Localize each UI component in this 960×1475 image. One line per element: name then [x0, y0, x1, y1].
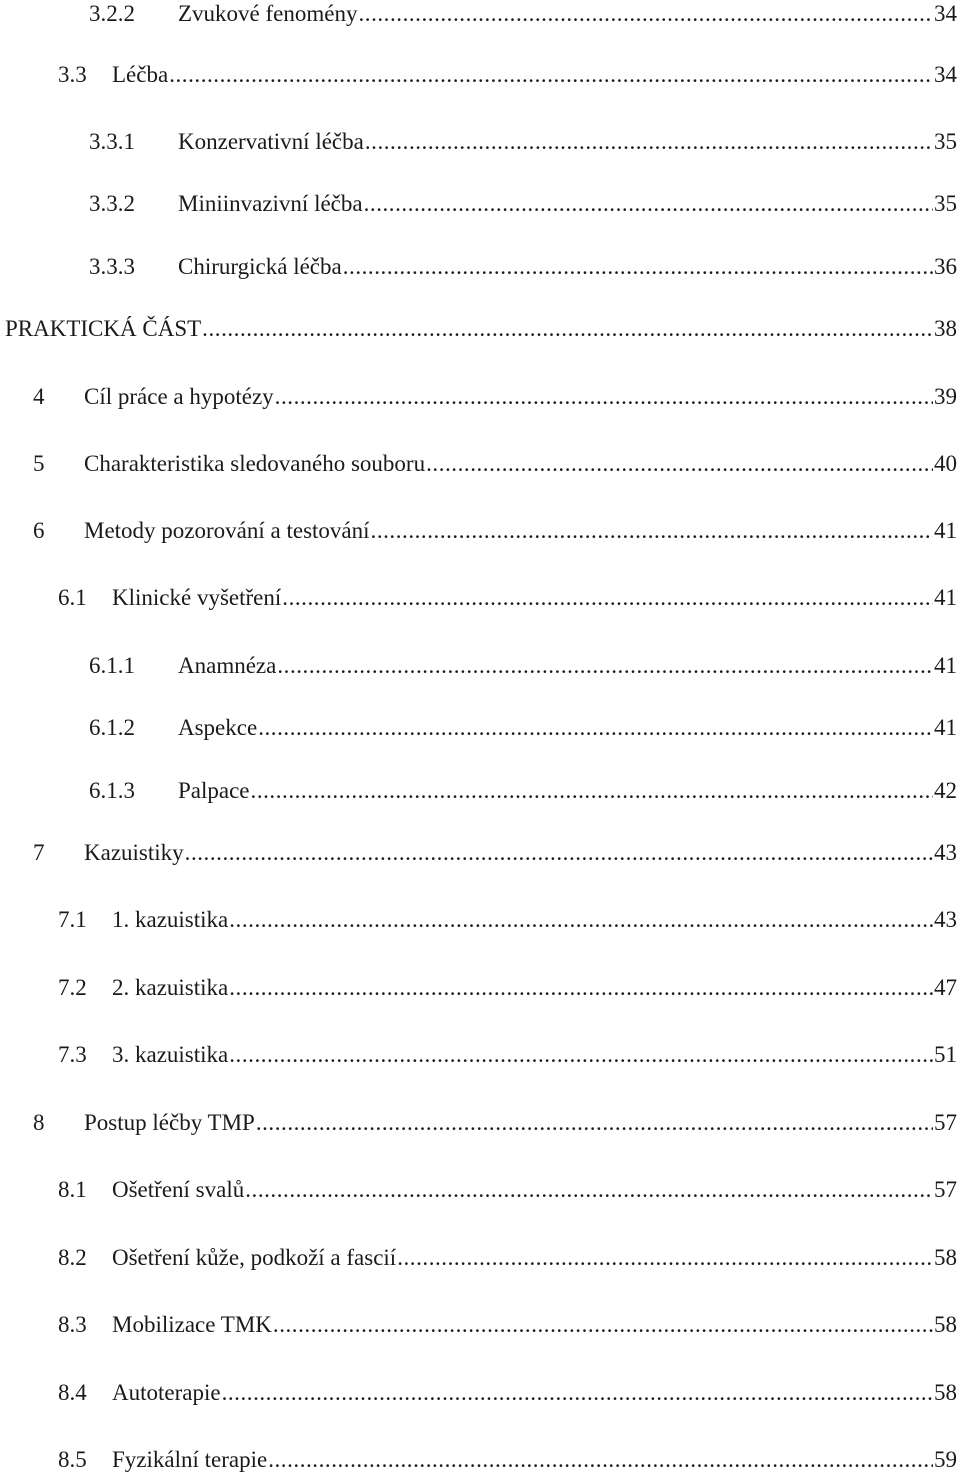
toc-entry[interactable] — [0, 189, 960, 219]
toc-entry-page-number: 43 — [934, 840, 957, 865]
toc-entry-number: 6.1.1 — [89, 653, 135, 678]
toc-entry[interactable] — [0, 127, 960, 157]
toc-dot-leader — [343, 252, 933, 282]
toc-entry[interactable] — [0, 1243, 960, 1273]
toc-entry-page-number: 43 — [934, 907, 957, 932]
toc-entry-number: 3.3.3 — [89, 254, 135, 279]
toc-entry-page-number: 41 — [934, 518, 957, 543]
toc-entry-title: Kazuistiky — [84, 840, 184, 865]
toc-entry-title: Autoterapie — [112, 1380, 221, 1405]
toc-entry-page-number: 47 — [934, 975, 957, 1000]
toc-entry-number: 6.1 — [58, 585, 87, 610]
toc-entry-number: 4 — [33, 384, 45, 409]
toc-entry-number: 3.3 — [58, 62, 87, 87]
toc-entry[interactable] — [0, 382, 960, 412]
toc-entry-title: Metody pozorování a testování — [84, 518, 370, 543]
toc-entry-page-number: 40 — [934, 451, 957, 476]
toc-entry-title: Cíl práce a hypotézy — [84, 384, 274, 409]
toc-entry-number: 7.1 — [58, 907, 87, 932]
toc-entry[interactable] — [0, 776, 960, 806]
toc-entry-number: 3.3.1 — [89, 129, 135, 154]
toc-dot-leader — [371, 516, 933, 546]
toc-entry-page-number: 38 — [934, 316, 957, 341]
toc-dot-leader — [282, 583, 933, 613]
toc-entry-title: 2. kazuistika — [112, 975, 229, 1000]
toc-entry-page-number: 51 — [934, 1042, 957, 1067]
toc-dot-leader — [358, 0, 933, 29]
toc-entry-title: Klinické vyšetření — [112, 585, 282, 610]
toc-entry-title: 3. kazuistika — [112, 1042, 229, 1067]
toc-entry-title: Postup léčby TMP — [84, 1110, 255, 1135]
toc-dot-leader — [256, 1108, 933, 1138]
toc-entry[interactable] — [0, 905, 960, 935]
toc-entry-page-number: 39 — [934, 384, 957, 409]
toc-entry-page-number: 34 — [934, 1, 957, 26]
toc-entry[interactable] — [0, 516, 960, 546]
toc-entry-number: 7.2 — [58, 975, 87, 1000]
toc-entry-title: Ošetření kůže, podkoží a fascií — [112, 1245, 397, 1270]
toc-entry-number: 8.5 — [58, 1447, 87, 1472]
toc-entry-number: 8 — [33, 1110, 45, 1135]
toc-entry-title: PRAKTICKÁ ČÁST — [5, 316, 202, 341]
toc-entry[interactable] — [0, 973, 960, 1003]
toc-entry-number: 5 — [33, 451, 45, 476]
toc-entry-number: 3.3.2 — [89, 191, 135, 216]
toc-entry-page-number: 36 — [934, 254, 957, 279]
toc-entry-title: Charakteristika sledovaného souboru — [84, 451, 426, 476]
toc-dot-leader — [268, 1445, 933, 1475]
toc-entry-page-number: 41 — [934, 653, 957, 678]
toc-dot-leader — [229, 1040, 933, 1070]
toc-entry-page-number: 58 — [934, 1312, 957, 1337]
toc-dot-leader — [169, 60, 933, 90]
toc-entry-number: 6.1.3 — [89, 778, 135, 803]
toc-entry[interactable] — [0, 1108, 960, 1138]
toc-entry[interactable] — [0, 60, 960, 90]
toc-entry[interactable] — [0, 713, 960, 743]
toc-entry[interactable] — [0, 1040, 960, 1070]
toc-entry-title: Léčba — [112, 62, 169, 87]
toc-entry-page-number: 58 — [934, 1380, 957, 1405]
toc-entry-title: Zvukové fenomény — [178, 1, 358, 26]
toc-entry-title: Chirurgická léčba — [178, 254, 342, 279]
toc-entry-page-number: 41 — [934, 715, 957, 740]
toc-entry-number: 8.2 — [58, 1245, 87, 1270]
toc-entry-number: 6.1.2 — [89, 715, 135, 740]
toc-entry-title: Konzervativní léčba — [178, 129, 364, 154]
toc-entry[interactable] — [0, 449, 960, 479]
toc-dot-leader — [364, 189, 933, 219]
toc-dot-leader — [275, 382, 933, 412]
toc-entry-title: Miniinvazivní léčba — [178, 191, 363, 216]
toc-entry-number: 7 — [33, 840, 45, 865]
toc-dot-leader — [277, 651, 933, 681]
toc-entry-title: Anamnéza — [178, 653, 277, 678]
toc-entry-title: Palpace — [178, 778, 250, 803]
toc-entry[interactable] — [0, 1310, 960, 1340]
toc-entry-title: Ošetření svalů — [112, 1177, 245, 1202]
toc-dot-leader — [222, 1378, 933, 1408]
toc-dot-leader — [229, 905, 933, 935]
toc-entry-title: Fyzikální terapie — [112, 1447, 268, 1472]
toc-entry-page-number: 42 — [934, 778, 957, 803]
toc-entry-page-number: 57 — [934, 1110, 957, 1135]
toc-entry[interactable] — [0, 1175, 960, 1205]
toc-entry[interactable] — [0, 252, 960, 282]
toc-entry-number: 6 — [33, 518, 45, 543]
toc-entry-page-number: 35 — [934, 191, 957, 216]
toc-entry[interactable] — [0, 651, 960, 681]
toc-dot-leader — [258, 713, 933, 743]
toc-dot-leader — [245, 1175, 933, 1205]
toc-entry[interactable] — [0, 583, 960, 613]
toc-entry-title: Aspekce — [178, 715, 258, 740]
toc-entry[interactable] — [0, 838, 960, 868]
toc-dot-leader — [229, 973, 933, 1003]
toc-entry-number: 8.1 — [58, 1177, 87, 1202]
toc-dot-leader — [202, 314, 933, 344]
toc-dot-leader — [397, 1243, 933, 1273]
toc-dot-leader — [185, 838, 933, 868]
toc-entry-page-number: 34 — [934, 62, 957, 87]
toc-entry[interactable] — [0, 1378, 960, 1408]
toc-entry-title: 1. kazuistika — [112, 907, 229, 932]
toc-dot-leader — [365, 127, 933, 157]
toc-entry-number: 7.3 — [58, 1042, 87, 1067]
toc-entry-page-number: 57 — [934, 1177, 957, 1202]
toc-entry-number: 3.2.2 — [89, 1, 135, 26]
toc-entry-page-number: 35 — [934, 129, 957, 154]
toc-entry-number: 8.3 — [58, 1312, 87, 1337]
toc-entry-page-number: 58 — [934, 1245, 957, 1270]
toc-entry[interactable] — [0, 314, 960, 344]
toc-entry[interactable] — [0, 1445, 960, 1475]
toc-dot-leader — [426, 449, 933, 479]
toc-entry-number: 8.4 — [58, 1380, 87, 1405]
toc-entry-page-number: 59 — [934, 1447, 957, 1472]
toc-entry[interactable] — [0, 0, 960, 29]
toc-dot-leader — [251, 776, 933, 806]
toc-entry-title: Mobilizace TMK — [112, 1312, 272, 1337]
toc-entry-page-number: 41 — [934, 585, 957, 610]
toc-dot-leader — [273, 1310, 933, 1340]
